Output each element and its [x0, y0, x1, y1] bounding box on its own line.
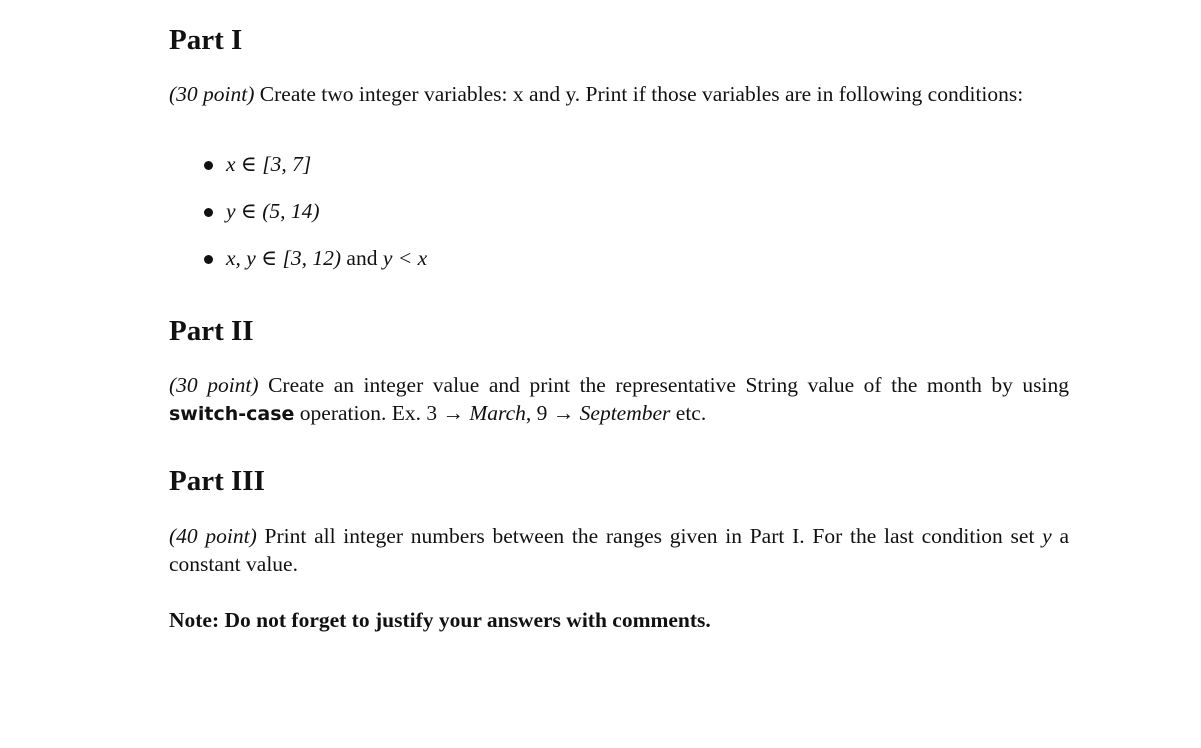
part-3-text: Print all integer numbers between the ranges given in Part I. For the last condition set: [264, 524, 1035, 548]
part-1-points: (30 point): [169, 82, 255, 106]
condition-math: x, y ∈ [3, 12): [226, 246, 342, 270]
example-september: September: [579, 401, 671, 425]
condition-connector: and: [341, 246, 383, 270]
part-1-description: [169, 80, 1069, 108]
part-2-text-d: etc.: [675, 401, 707, 425]
part-2-heading: Part II: [169, 315, 254, 347]
condition-math: y ∈ (5, 14): [226, 199, 320, 223]
part-3-points: (40 point): [169, 524, 257, 548]
part-2-text-c: , 9 →: [525, 401, 575, 425]
note: Note: Do not forget to justify your answers with comments.: [169, 608, 711, 632]
part-2-description: [169, 371, 1069, 428]
bullet-icon: [204, 208, 213, 217]
part-3-text-b: a constant value.: [169, 524, 1070, 576]
bullet-icon: [204, 255, 213, 264]
part-2-text-b: operation. Ex. 3 →: [299, 401, 464, 425]
variable-y: y: [1042, 524, 1052, 548]
condition-math-2: y < x: [382, 246, 428, 270]
part-3-heading: Part III: [169, 465, 265, 497]
part-1-heading: Part I: [169, 24, 243, 56]
bullet-icon: [204, 161, 213, 170]
part-1-text: Create two integer variables: x and y. Print if those variables are in following conditions:: [259, 82, 1024, 106]
switch-case-keyword: switch-case: [169, 403, 295, 425]
part-3-description: [169, 522, 1069, 578]
condition-math: x ∈ [3, 7]: [226, 152, 312, 176]
example-march: March: [469, 401, 526, 425]
part-2-points: (30 point): [169, 373, 259, 397]
part-2-text: Create an integer value and print the representative String value of the month by using: [268, 373, 1069, 397]
